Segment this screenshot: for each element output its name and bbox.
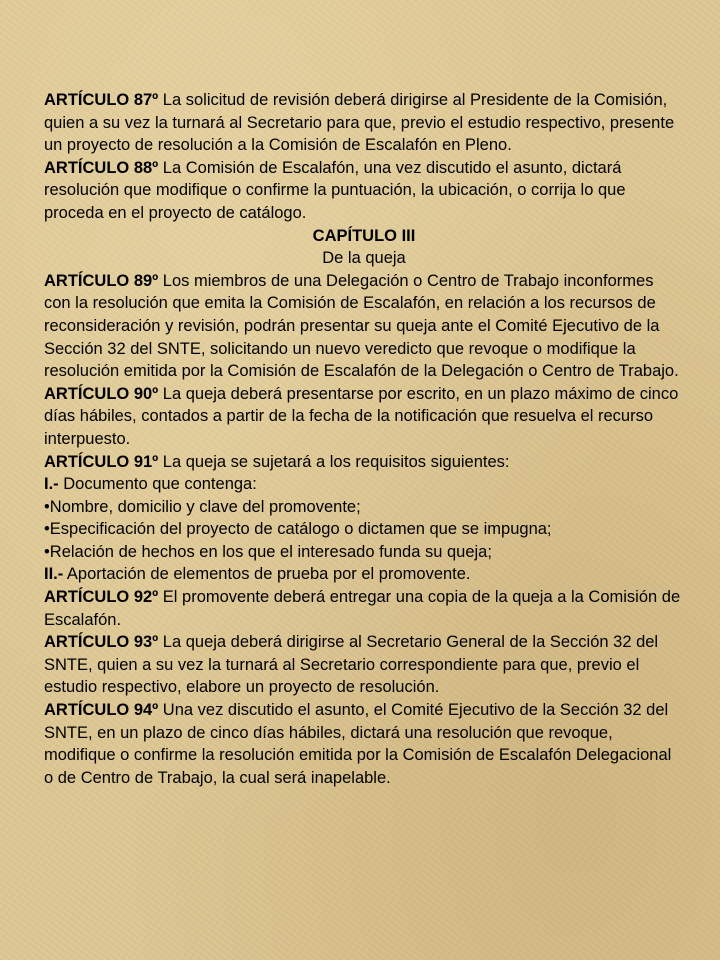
article-89-text: Los miembros de una Delegación o Centro de Trabajo inconformes con la resolución que emita la Comisión de Escalafón, en relación a los recursos de reconsideración y revisión, podrán presentar su queja ante el Comité Ejecutivo de la Sección 32 del SNTE, solicitando un nuevo veredicto que revoque o modifique la resolución emitida por la Comisión de Escalafón de la Delegación o Centro de Trabajo. [44,271,679,381]
article-92-text: El promovente deberá entregar una copia de la queja a la Comisión de Escalafón. [44,588,681,629]
article-89 [44,270,684,383]
article-92-label: ARTÍCULO 92º [44,588,159,607]
document-body [44,89,684,789]
bullet-item: •Nombre, domicilio y clave del promovente; [44,497,361,516]
requirement-item-2-text: Aportación de elementos de prueba por el promovente. [63,565,471,584]
requirement-item-1 [44,473,684,496]
article-93-text: La queja deberá dirigirse al Secretario General de la Sección 32 del SNTE, quien a su vez la turnará al Secretario correspondiente para que, previo el estudio respectivo, elabore un proyecto de resolución. [44,633,659,697]
chapter-title: CAPÍTULO III [312,226,416,245]
article-91-label: ARTÍCULO 91º [44,452,159,471]
article-87-text: La solicitud de revisión deberá dirigirse al Presidente de la Comisión, quien a su vez la turnará al Secretario para que, previo el estudio respectivo, presente un proyecto de resolución a la Comisión de Escalafón en Pleno. [44,91,675,155]
article-88-text: La Comisión de Escalafón, una vez discutido el asunto, dictará resolución que modifique o confirme la puntuación, la ubicación, o corrija lo que proceda en el proyecto de catálogo. [44,158,626,222]
article-87-label: ARTÍCULO 87º [44,91,159,109]
article-91-text: La queja se sujetará a los requisitos siguientes: [158,452,510,471]
chapter-subtitle: De la queja [322,249,406,268]
article-94-text: Una vez discutido el asunto, el Comité Ejecutivo de la Sección 32 del SNTE, en un plazo de cinco días hábiles, dictará una resolución que revoque, modifique o confirme la resolución emitida por la Comisión de Escalafón Delegacional o de Centro de Trabajo, la cual será inapelable. [44,701,672,787]
article-88-label: ARTÍCULO 88º [44,158,159,177]
requirement-item-1-label: I.- [44,475,59,494]
article-91 [44,451,684,474]
bullet-item: •Relación de hechos en los que el interesado funda su queja; [44,542,492,561]
article-92 [44,586,684,631]
bullet-item: •Especificación del proyecto de catálogo o dictamen que se impugna; [44,520,552,539]
article-94-label: ARTÍCULO 94º [44,701,159,720]
article-94 [44,699,684,789]
requirement-item-1-text: Documento que contenga: [58,475,257,494]
article-90 [44,383,684,451]
article-93 [44,631,684,699]
article-90-text: La queja deberá presentarse por escrito, en un plazo máximo de cinco días hábiles, contados a partir de la fecha de la notificación que resuelva el recurso interpuesto. [44,384,679,448]
article-88 [44,157,684,225]
requirement-item-2 [44,563,684,586]
article-93-label: ARTÍCULO 93º [44,633,159,652]
requirement-item-2-label: II.- [44,565,64,584]
article-90-label: ARTÍCULO 90º [44,384,159,403]
article-87 [44,89,684,157]
article-89-label: ARTÍCULO 89º [44,271,159,290]
